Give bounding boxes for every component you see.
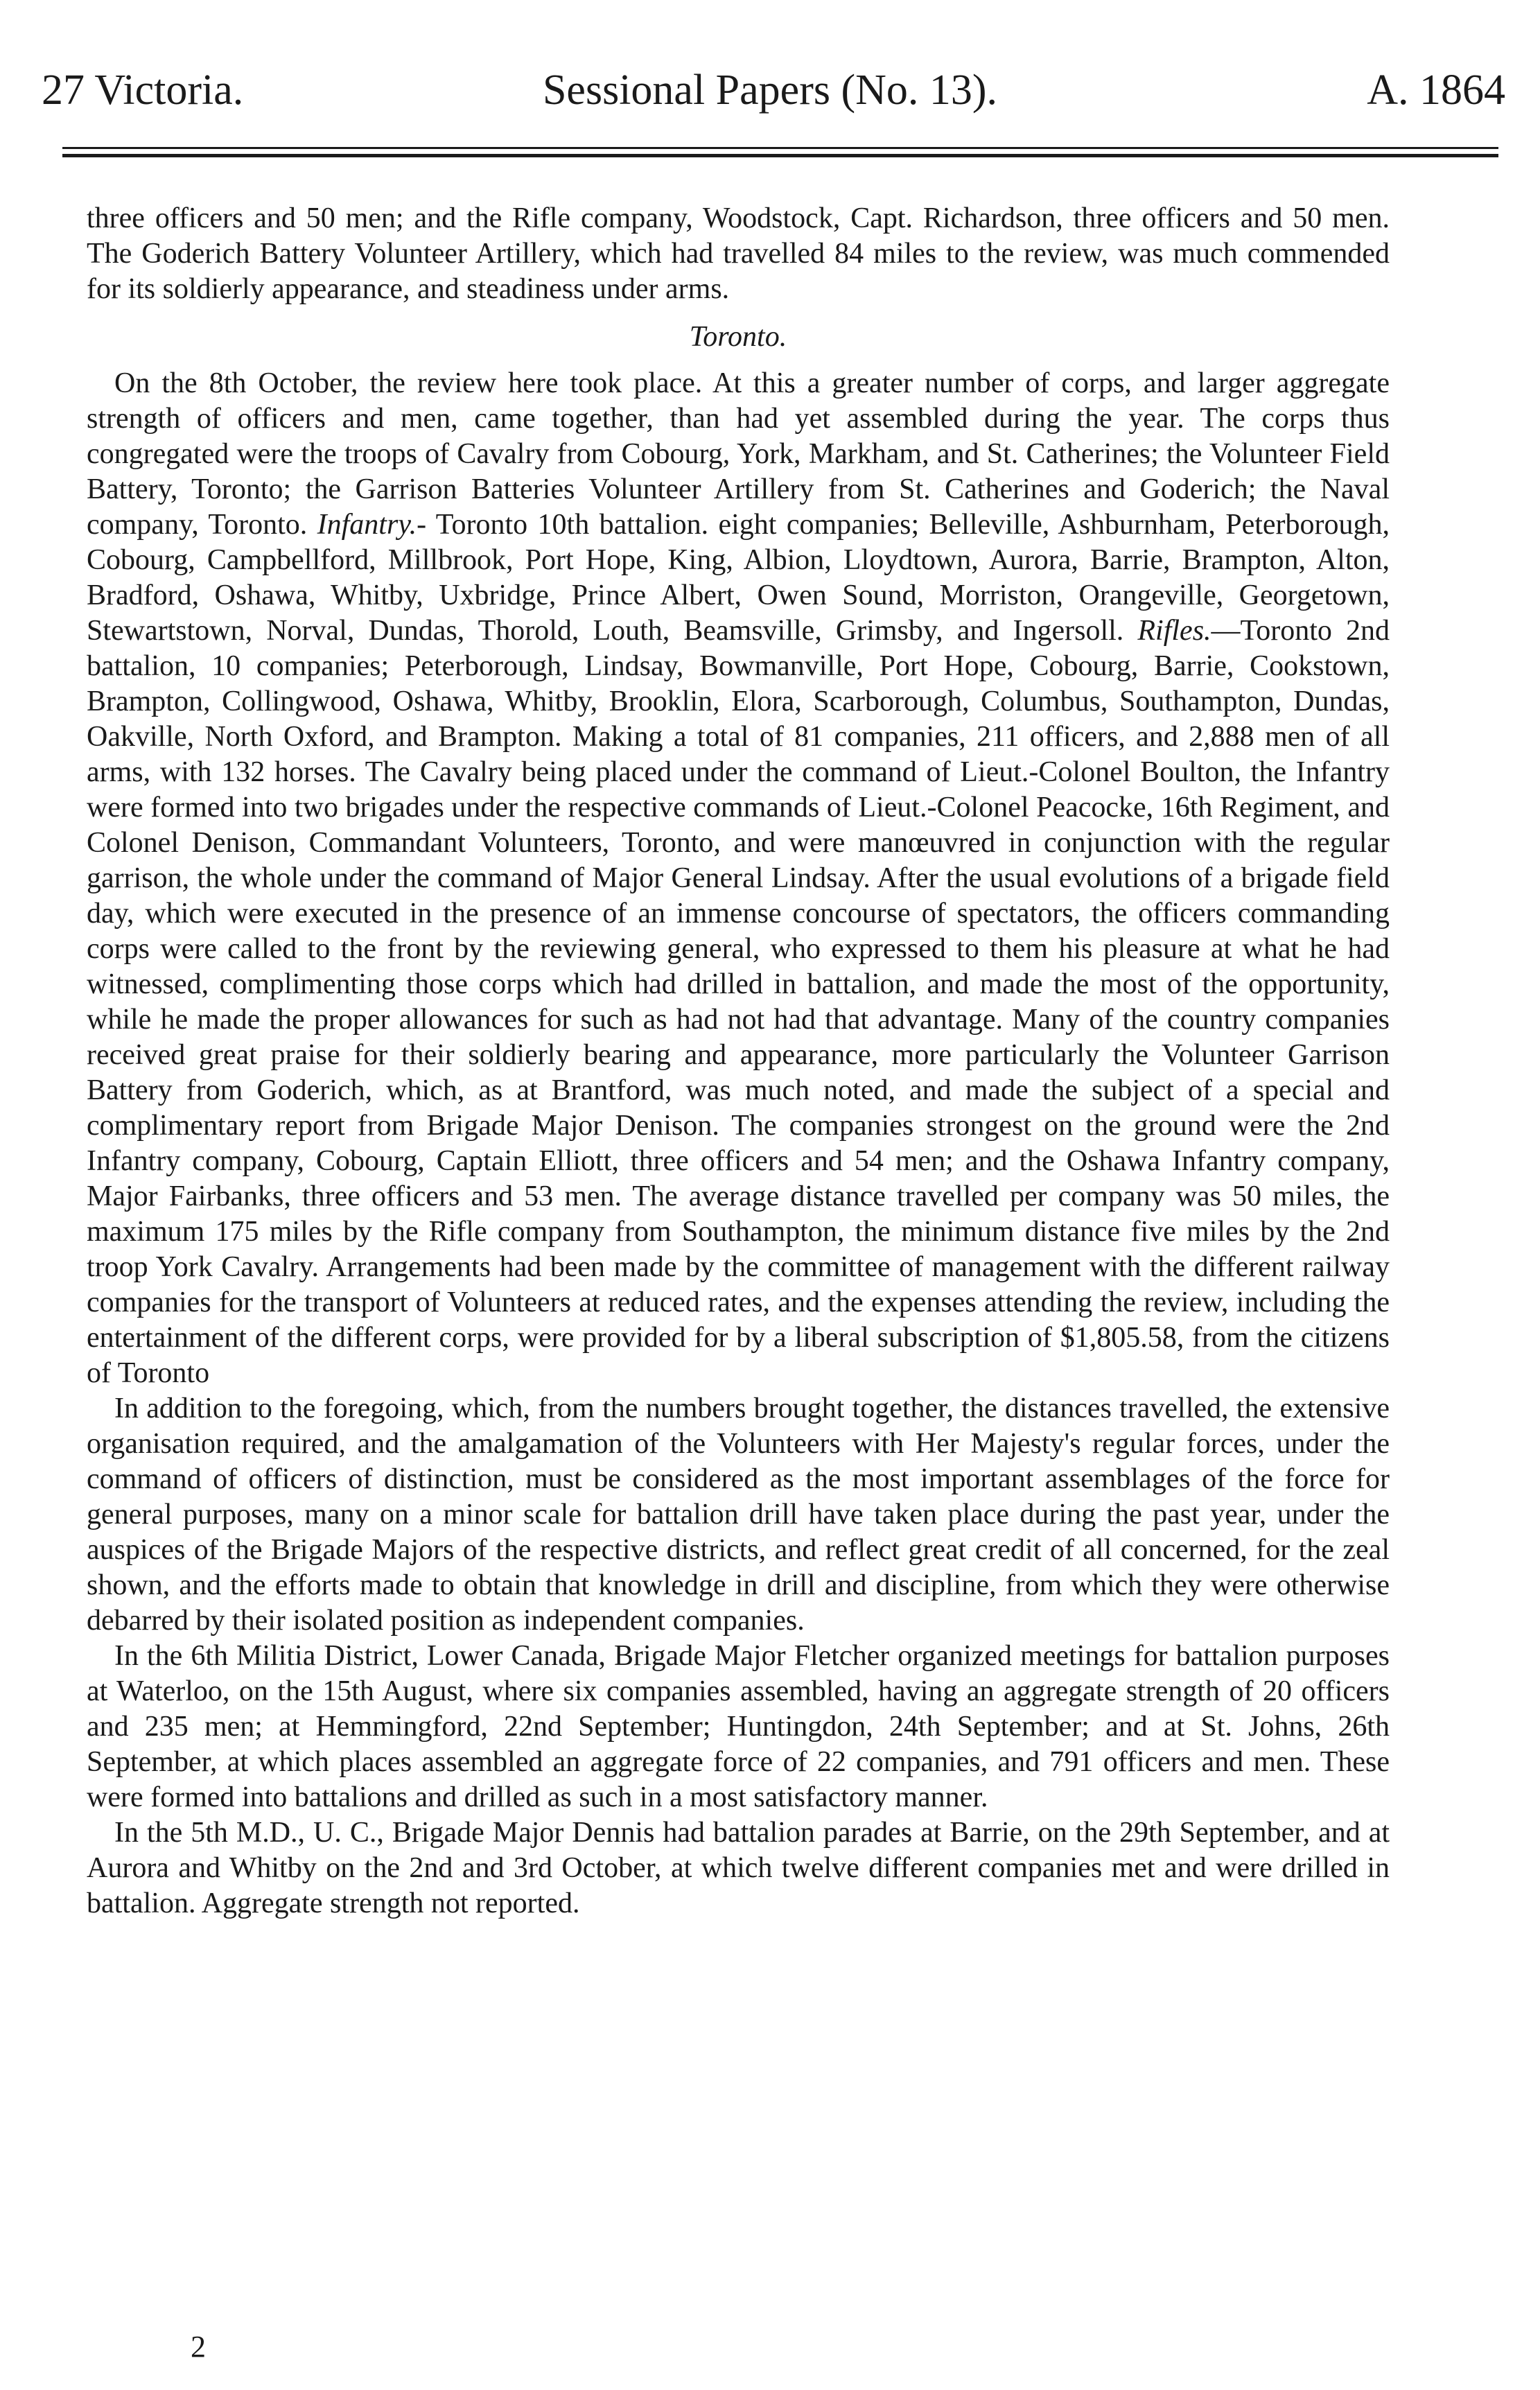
header-year: A. 1864 xyxy=(1367,67,1505,114)
page-number: 2 xyxy=(191,2330,206,2364)
section-heading-toronto: Toronto. xyxy=(689,321,787,353)
toronto-review-intro: On the 8th October, the review here took place. At this a greater number of corps, and larger aggregate strength of officers and men, came together, than had yet assembled during the year. The corps thus congregated were the troops of Cavalry from Cobourg, York, Markham, and St. Catherines; the Volunteer Field Battery, Toronto; the Garrison Batteries Volunteer Artillery from St. Catherines and Goderich; the Naval company, Toronto. xyxy=(87,367,1390,541)
page-header xyxy=(28,66,1512,128)
body-text xyxy=(87,201,1390,1921)
rifles-and-review-details: —Toronto 2nd battalion, 10 companies; Peterborough, Lindsay, Bowmanville, Port Hope, Cobourg, Barrie, Cookstown, Brampton, Collingwood, Oshawa, Whitby, Brooklin, Elora, Scarborough, Columbus, Southampton, Dundas, Oakville, North Oxford, and Brampton. Making a total of 81 companies, 211 officers, and 2,888 men of all arms, with 132 horses. The Cavalry being placed under the command of Lieut.-Colonel Boulton, the Infantry were formed into two brigades under the respective commands of Lieut.-Colonel Peacocke, 16th Regiment, and Colonel Denison, Commandant Volunteers, Toronto, and were manœuvred in conjunction with the regular garrison, the whole under the command of Major General Lindsay. After the usual evolutions of a brigade field day, which were executed in the presence of an immense concourse of spectators, the officers commanding corps were called to the front by the reviewing general, who expressed to them his pleasure at what he had witnessed, complimenting those corps which had drilled in battalion, and made the most of the opportunity, while he made the proper allowances for such as had not had that advantage. Many of the country companies received great praise for their soldierly bearing and appearance, more particularly the Volunteer Garrison Battery from Goderich, which, as at Brantford, was much noted, and made the subject of a special and complimentary report from Brigade Major Denison. The companies strongest on the ground were the 2nd Infantry company, Cobourg, Captain Elliott, three officers and 54 men; and the Oshawa Infantry company, Major Fairbanks, three officers and 53 men. The average distance travelled per company was 50 miles, the maximum 175 miles by the Rifle company from Southampton, the minimum distance five miles by the 2nd troop York Cavalry. Arrangements had been made by the committee of management with the different railway companies for the transport of Volunteers at reduced rates, and the expenses attending the review, including the entertainment of the different corps, were provided for by a liberal subscription of $1,805.58, from the citizens of Toronto xyxy=(87,615,1390,1389)
paragraph-assemblages: In addition to the foregoing, which, from the numbers brought together, the distances travelled, the extensive organisation required, and the amalgamation of the Volunteers with Her Majesty's regular forces, under the command of officers of distinction, must be considered as the most important assemblages of the force for general purposes, many on a minor scale for battalion drill have taken place during the past year, under the auspices of the Brigade Majors of the respective districts, and reflect great credit of all concerned, for the zeal shown, and the efforts made to obtain that knowledge in drill and discipline, from which they were otherwise debarred by their isolated position as independent companies. xyxy=(87,1393,1390,1637)
header-title: Sessional Papers (No. 13). xyxy=(542,67,998,114)
infantry-list: - Toronto 10th battalion. eight companies; Belleville, Ashburnham, Peterborough, Cobourg, Campbellford, Millbrook, Port Hope, King, Albion, Lloydtown, Aurora, Barrie, Brampton, Alton, Bradford, Oshawa, Whitby, Uxbridge, Prince Albert, Owen Sound, Morriston, Orangeville, Georgetown, Stewartstown, Norval, Dundas, Thorold, Louth, Beamsville, Grimsby, and Ingersoll. xyxy=(87,509,1390,647)
rifles-label: Rifles. xyxy=(1137,615,1211,647)
paragraph-5th-district: In the 5th M.D., U. C., Brigade Major Dennis had battalion parades at Barrie, on the 29th September, and at Aurora and Whitby on the 2nd and 3rd October, at which twelve different companies met and were drilled in battalion. Aggregate strength not reported. xyxy=(87,1817,1390,1919)
header-volume: 27 Victoria. xyxy=(42,67,244,114)
paragraph-6th-district: In the 6th Militia District, Lower Canada, Brigade Major Fletcher organized meetings for battalion purposes at Waterloo, on the 15th August, where six companies assembled, having an aggregate strength of 20 officers and 235 men; at Hemmingford, 22nd September; Huntingdon, 24th September; and at St. Johns, 26th September, at which places assembled an aggregate force of 22 companies, and 791 officers and men. These were formed into battalions and drilled as such in a most satisfactory manner. xyxy=(87,1640,1390,1813)
paragraph-toronto-review xyxy=(87,366,1390,1391)
infantry-label: Infantry. xyxy=(317,509,417,541)
header-rule-thick xyxy=(62,154,1498,157)
paragraph-continuation: three officers and 50 men; and the Rifle company, Woodstock, Capt. Richardson, three officers and 50 men. The Goderich Battery Volunteer Artillery, which had travelled 84 miles to the review, was much commended for its soldierly appearance, and steadiness under arms. xyxy=(87,202,1390,305)
header-rule-thin xyxy=(62,147,1498,149)
